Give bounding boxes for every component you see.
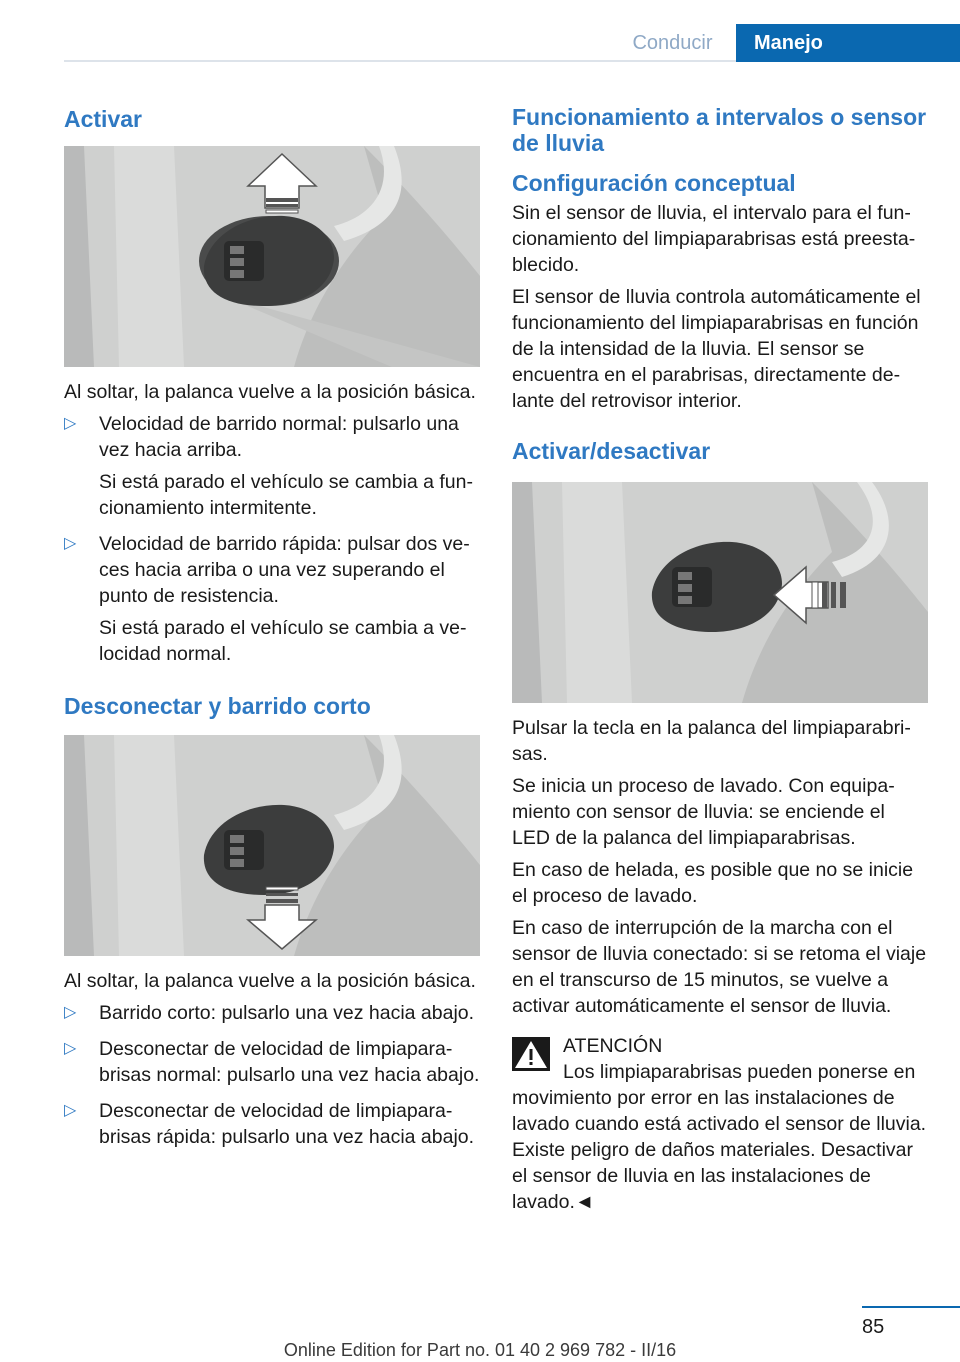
list-item bbox=[64, 411, 480, 521]
triangle-bullet-icon: ▷ bbox=[64, 415, 77, 432]
lever-up-illustration bbox=[64, 146, 480, 367]
bullet-text: Barrido corto: pulsarlo una vez hacia abajo. bbox=[99, 1002, 475, 1024]
tab-manejo[interactable]: Manejo bbox=[736, 24, 960, 62]
tab-conducir[interactable]: Conducir bbox=[632, 32, 713, 54]
right-column bbox=[512, 96, 928, 1215]
subsection-title-configuracion: Configuración conceptual bbox=[512, 170, 796, 196]
activar-desactivar-paragraph-4: En caso de interrupción de la marcha con el sensor de lluvia conectado: si se retoma el viaje en el transcurso de 15 minutos, se vuelve a activar automáticamente el sensor de lluvia. bbox=[512, 917, 927, 1017]
section-title-funcionamiento: Funcionamiento a intervalos o sensor de lluvia bbox=[512, 104, 927, 156]
list-item bbox=[64, 531, 480, 667]
triangle-bullet-icon: ▷ bbox=[64, 1004, 77, 1021]
page-number: 85 bbox=[862, 1316, 885, 1338]
triangle-bullet-icon: ▷ bbox=[64, 1102, 77, 1119]
list-item bbox=[64, 1000, 480, 1026]
edition-footer: Online Edition for Part no. 01 40 2 969 782 - II/16 bbox=[283, 1340, 677, 1360]
figure-lever-button bbox=[512, 482, 928, 703]
bullet-text: Velocidad de barrido rápida: pulsar dos veces hacia arriba o una vez superando el punto de resistencia. bbox=[99, 533, 470, 607]
left-column bbox=[64, 96, 480, 1150]
section-title-activar: Activar bbox=[64, 106, 142, 132]
warning-triangle-icon bbox=[512, 1037, 550, 1071]
desconectar-bullet-list bbox=[64, 1000, 480, 1150]
activar-desactivar-paragraph-3: En caso de helada, es posible que no se inicie el proceso de lavado. bbox=[512, 859, 914, 907]
desconectar-release-text: Al soltar, la palanca vuelve a la posición básica. bbox=[64, 970, 476, 992]
section-title-desconectar: Desconectar y barrido corto bbox=[64, 693, 371, 719]
warning-text: Los limpiaparabrisas pueden ponerse en movimiento por error en las instalaciones de lavado cuando está activado el sensor de lluvia. Existe peligro de daños materiales. Desactivar el sensor de lluvia en las instalaciones de lavado.◄ bbox=[512, 1061, 927, 1213]
list-item bbox=[64, 1098, 480, 1150]
lever-down-illustration bbox=[64, 735, 480, 956]
bullet-text: Velocidad de barrido normal: pulsarlo una vez hacia arriba. bbox=[99, 413, 459, 461]
config-paragraph-2: El sensor de lluvia controla automáticamente el funcionamiento del limpiaparabrisas en función de la intensidad de la lluvia. El sensor se encuentra en el parabrisas, directamente delante del retrovisor interior. bbox=[512, 286, 921, 412]
activar-desactivar-paragraph-1: Pulsar la tecla en la palanca del limpiaparabrisas. bbox=[512, 717, 911, 765]
bullet-subtext: Si está parado el vehículo se cambia a velocidad normal. bbox=[99, 617, 467, 665]
activar-desactivar-paragraph-2: Se inicia un proceso de lavado. Con equipamiento con sensor de lluvia: se enciende el LED de la palanca del limpiaparabrisas. bbox=[512, 775, 895, 849]
bullet-text: Desconectar de velocidad de limpiaparabrisas rápida: pulsarlo una vez hacia abajo. bbox=[99, 1100, 475, 1148]
activar-bullet-list bbox=[64, 411, 480, 667]
top-navigation bbox=[0, 24, 960, 62]
footer-rule bbox=[862, 1306, 960, 1308]
bullet-subtext: Si está parado el vehículo se cambia a funcionamiento intermitente. bbox=[99, 471, 473, 519]
activar-release-text: Al soltar, la palanca vuelve a la posición básica. bbox=[64, 381, 476, 403]
warning-box bbox=[512, 1033, 928, 1215]
warning-title: ATENCIÓN bbox=[563, 1035, 663, 1057]
subsection-title-activar-desactivar: Activar/desactivar bbox=[512, 438, 711, 464]
list-item bbox=[64, 1036, 480, 1088]
bullet-text: Desconectar de velocidad de limpiaparabrisas normal: pulsarlo una vez hacia abajo. bbox=[99, 1038, 480, 1086]
figure-lever-up bbox=[64, 146, 480, 367]
lever-button-illustration bbox=[512, 482, 928, 703]
figure-lever-down bbox=[64, 735, 480, 956]
triangle-bullet-icon: ▷ bbox=[64, 1040, 77, 1057]
triangle-bullet-icon: ▷ bbox=[64, 535, 77, 552]
config-paragraph-1: Sin el sensor de lluvia, el intervalo para el funcionamiento del limpiaparabrisas está preestablecido. bbox=[512, 202, 916, 276]
